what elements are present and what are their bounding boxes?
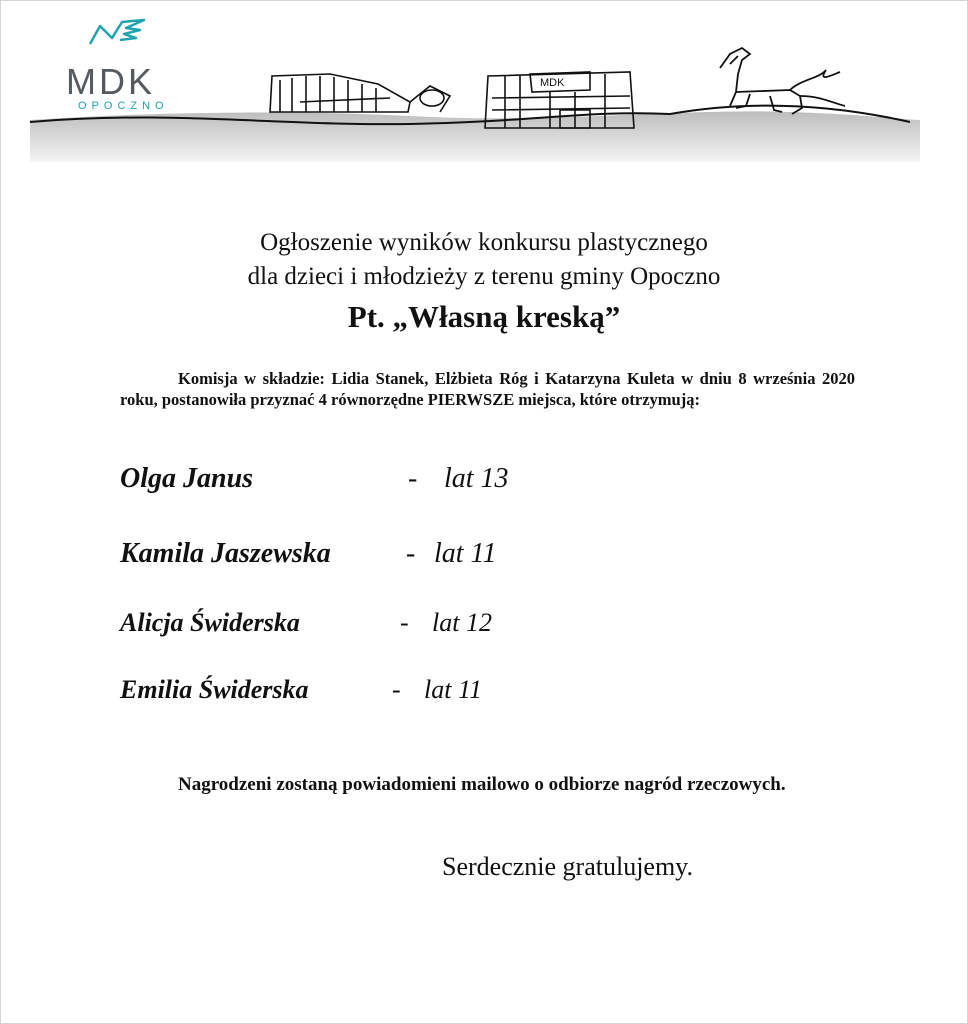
town-sketch-illustration — [30, 40, 920, 165]
winner-dash: - — [408, 463, 418, 494]
committee-paragraph: Komisja w składzie: Lidia Stanek, Elżbieta Róg i Katarzyna Kuleta w dniu 8 września 2020 roku, postanowiła przyznać 4 równorzędne PIERWSZE miejsca, które otrzymują: — [120, 369, 855, 409]
stadium-sketch — [270, 74, 450, 112]
logo-subtitle: OPOCZNO — [78, 100, 169, 112]
winner-name: Alicja Świderska — [120, 608, 300, 637]
title-block — [0, 226, 968, 338]
winner-row — [120, 665, 820, 705]
closing-paragraph: Nagrodzeni zostaną powiadomieni mailowo o odbiorze nagród rzeczowych. — [178, 774, 786, 795]
winner-name: Emilia Świderska — [120, 675, 309, 704]
winner-dash: - — [392, 675, 401, 704]
winner-name: Olga Janus — [120, 463, 254, 494]
winner-dash: - — [406, 538, 416, 569]
winner-age: lat 11 — [424, 675, 483, 704]
contest-title: Pt. „Własną kreską” — [347, 299, 621, 334]
winner-age: lat 13 — [444, 463, 509, 494]
winner-age: lat 12 — [432, 608, 492, 637]
svg-text:MDK: MDK — [540, 77, 565, 89]
letterhead — [0, 0, 968, 170]
winner-row — [120, 530, 820, 570]
winner-row — [120, 455, 820, 495]
ground-strip — [30, 111, 920, 162]
title-line-1: Ogłoszenie wyników konkursu plastycznego — [260, 229, 708, 256]
horse-sketch — [720, 48, 845, 114]
winner-row — [120, 598, 820, 638]
winner-dash: - — [400, 608, 409, 637]
logo-text: MDK — [66, 61, 155, 102]
greeting: Serdecznie gratulujemy. — [442, 852, 693, 881]
title-line-2: dla dzieci i młodzieży z terenu gminy Opoczno — [247, 263, 721, 290]
winner-name: Kamila Jaszewska — [120, 538, 331, 569]
winner-age: lat 11 — [434, 538, 497, 569]
